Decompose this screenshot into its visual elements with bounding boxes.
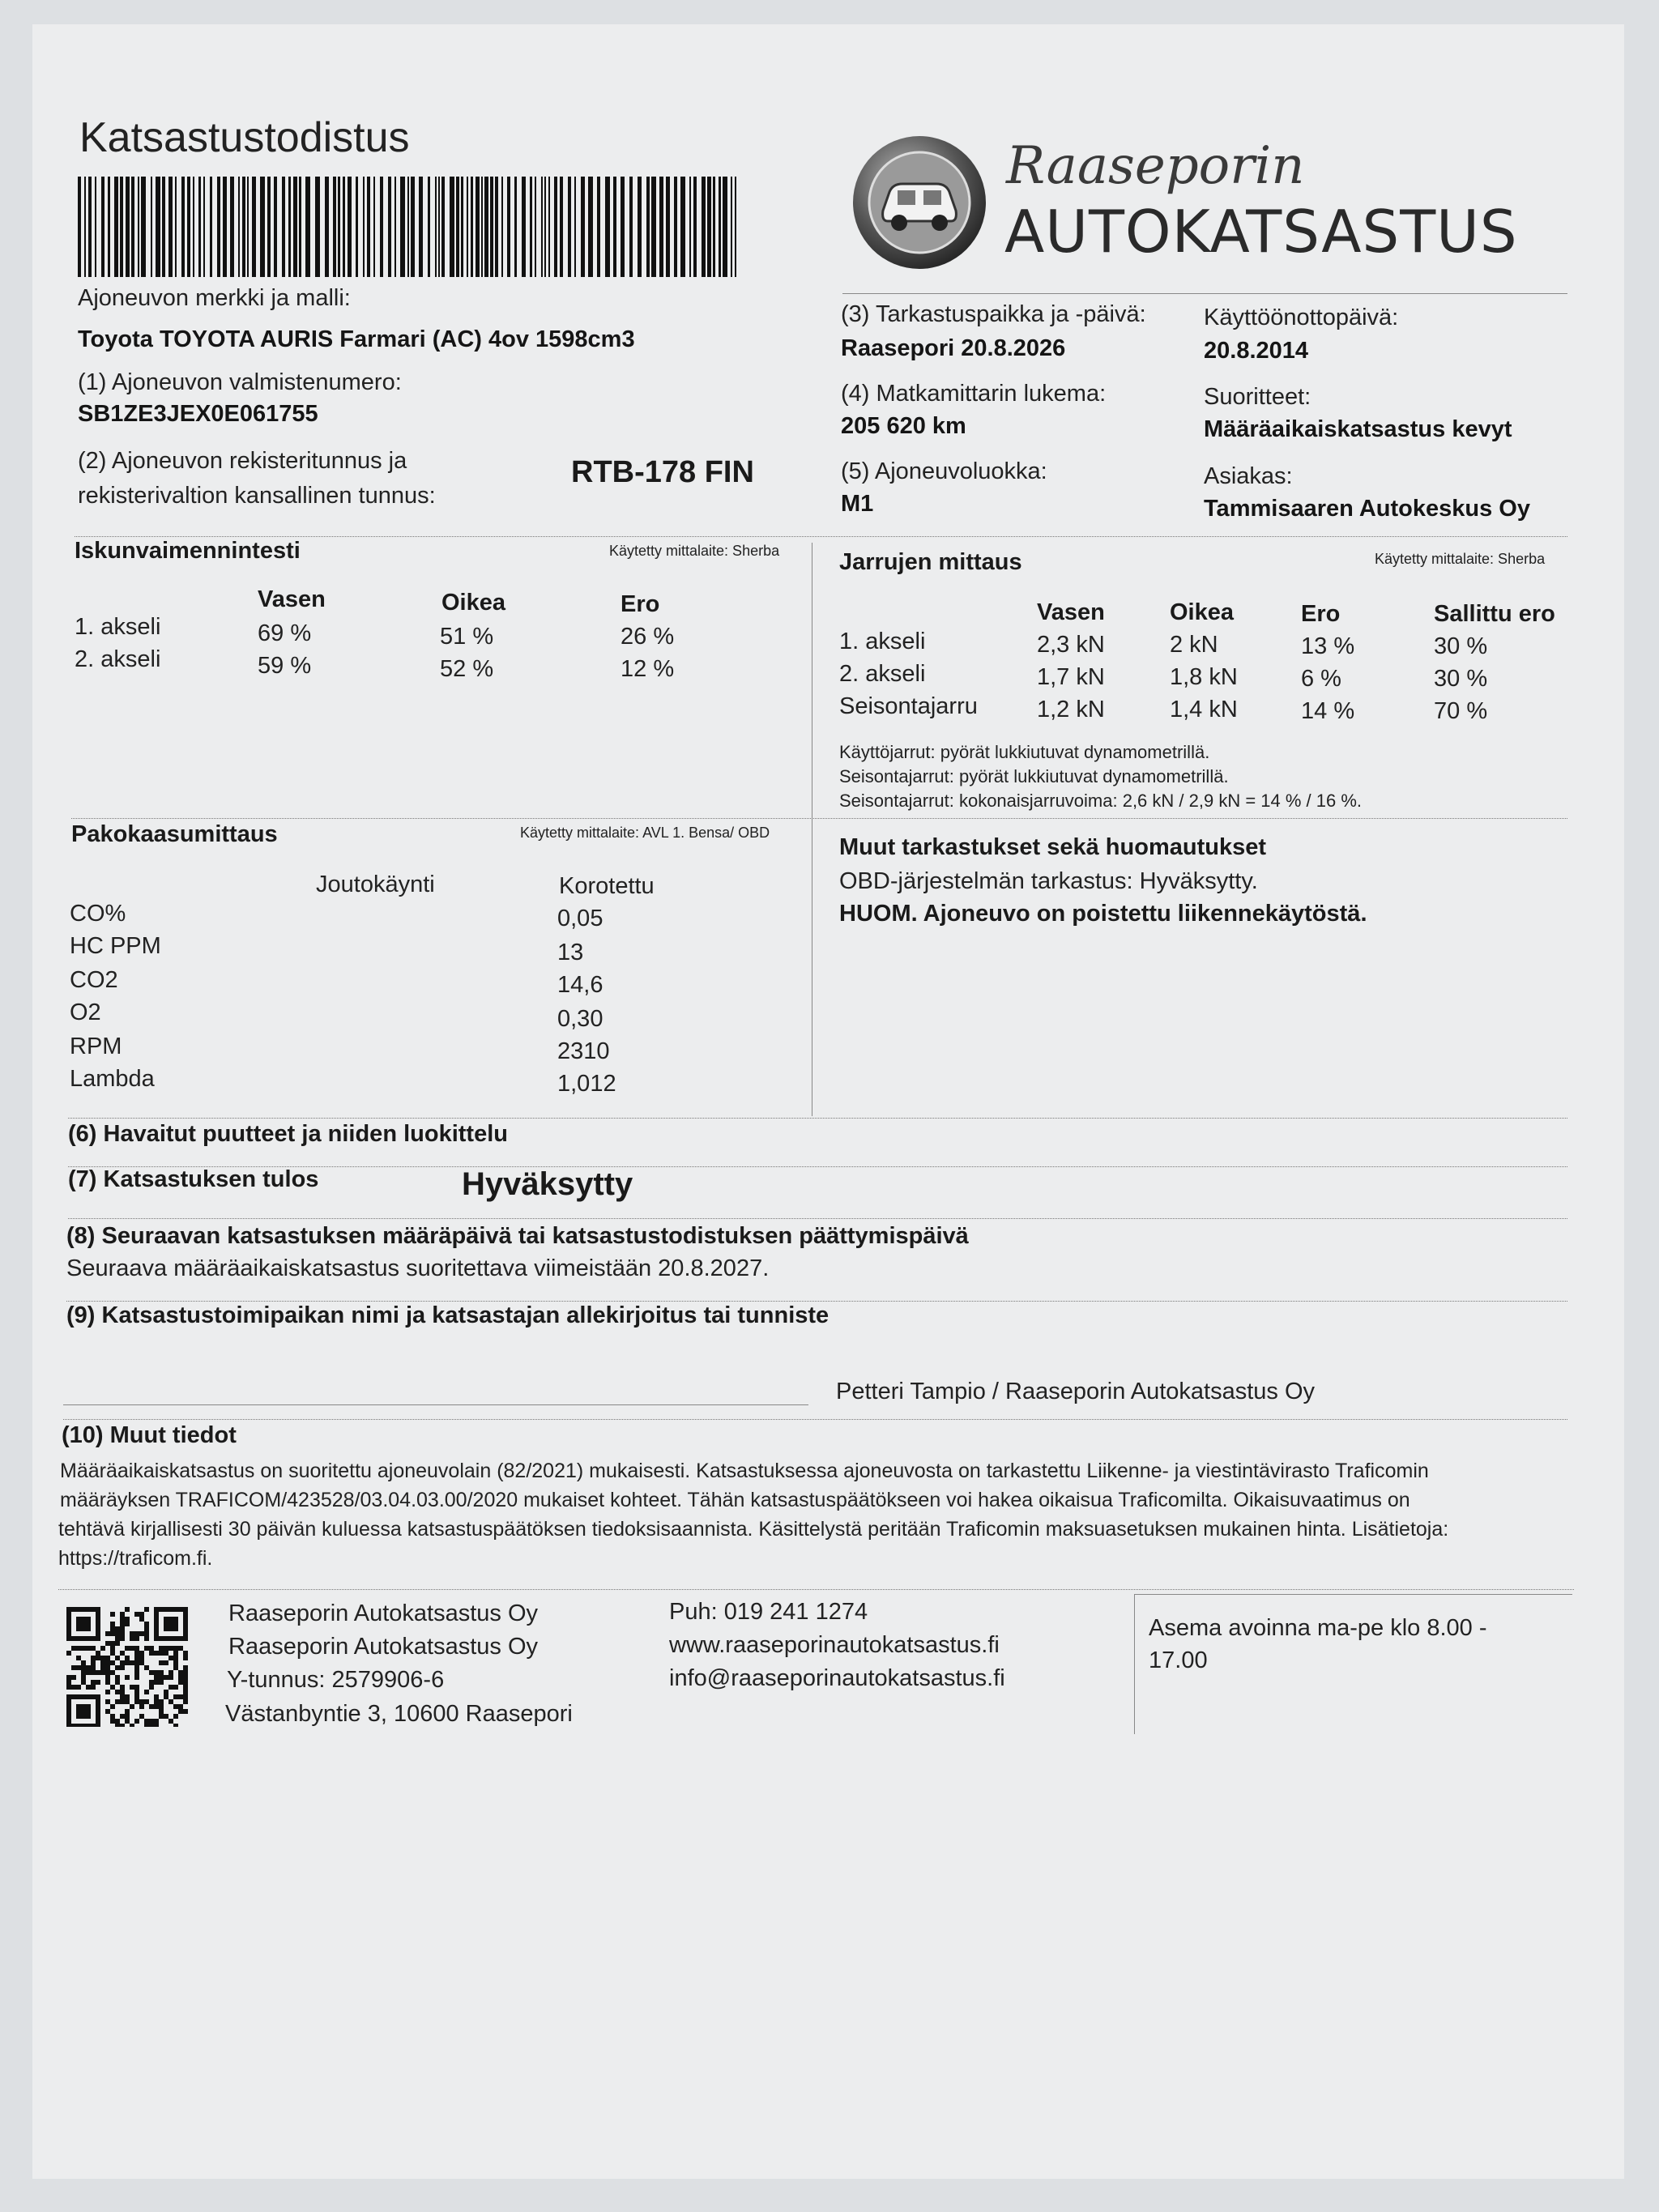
place-value: Raasepori 20.8.2026	[841, 335, 1066, 361]
logo-line2: AUTOKATSASTUS	[1004, 198, 1518, 266]
divider	[68, 1118, 1567, 1119]
intro-date-label: Käyttöönottopäivä:	[1204, 305, 1399, 330]
inspector-signature: Petteri Tampio / Raaseporin Autokatsastus Oy	[836, 1379, 1316, 1404]
legal-text-line: tehtävä kirjallisesti 30 päivän kuluessa katsastuspäätöksen tiedoksisaannista. Käsittelystä peritään Traficomin maksuasetuksen mukainen hinta. Lisätietoja:	[58, 1518, 1449, 1541]
section-10-title: (10) Muut tiedot	[62, 1422, 237, 1448]
brakes-cell: 30 %	[1434, 666, 1488, 692]
company-line: Y-tunnus: 2579906-6	[227, 1667, 445, 1693]
shock-row-label: 2. akseli	[75, 646, 161, 672]
divider	[63, 1419, 1567, 1420]
vin-value: SB1ZE3JEX0E061755	[78, 401, 318, 427]
other-checks-notice: HUOM. Ajoneuvo on poistettu liikennekäytöstä.	[839, 901, 1367, 927]
brakes-device: Käytetty mittalaite: Sherba	[1375, 551, 1546, 567]
performed-value: Määräaikaiskatsastus kevyt	[1204, 416, 1512, 442]
legal-text-line: määräyksen TRAFICOM/423528/03.04.03.00/2020 mukaiset kohteet. Tähän katsastuspäätökseen voi hakea oikaisua Traficomilta. Oikaisuvaatimus on	[60, 1489, 1410, 1511]
shock-cell: 59 %	[258, 653, 312, 679]
divider	[66, 1301, 1567, 1302]
class-label: (5) Ajoneuvoluokka:	[841, 458, 1047, 484]
brakes-row-label: Seisontajarru	[839, 693, 978, 719]
shock-cell: 69 %	[258, 620, 312, 646]
exhaust-row-label: HC PPM	[70, 933, 161, 959]
odometer-label: (4) Matkamittarin lukema:	[841, 381, 1107, 407]
brakes-cell: 2 kN	[1170, 632, 1218, 658]
brakes-cell: 1,8 kN	[1170, 664, 1238, 690]
section-6-title: (6) Havaitut puutteet ja niiden luokittelu	[68, 1121, 508, 1147]
barcode	[78, 177, 739, 277]
reg-label-1: (2) Ajoneuvon rekisteritunnus ja	[78, 448, 407, 474]
logo-line1: Raaseporin	[1006, 136, 1305, 196]
brakes-cell: 1,7 kN	[1037, 664, 1105, 690]
opening-hours: 17.00	[1149, 1647, 1208, 1673]
brakes-row-label: 1. akseli	[839, 629, 926, 654]
vin-label: (1) Ajoneuvon valmistenumero:	[78, 369, 402, 395]
document-title: Katsastustodistus	[79, 114, 410, 161]
brakes-header-diff: Ero	[1301, 601, 1341, 627]
contact-line: info@raaseporinautokatsastus.fi	[669, 1665, 1005, 1691]
divider	[58, 1589, 1574, 1590]
intro-date-value: 20.8.2014	[1204, 338, 1309, 364]
legal-text-line: https://traficom.fi.	[58, 1547, 213, 1570]
shock-header-diff: Ero	[621, 591, 660, 617]
brakes-cell: 70 %	[1434, 698, 1488, 724]
reg-label-2: rekisterivaltion kansallinen tunnus:	[78, 483, 436, 509]
exhaust-row-label: O2	[70, 999, 101, 1025]
exhaust-row-label: RPM	[70, 1034, 122, 1059]
contact-line: Puh: 019 241 1274	[669, 1599, 868, 1625]
brakes-header-allowed: Sallittu ero	[1434, 601, 1555, 627]
inspection-result: Hyväksytty	[462, 1166, 633, 1202]
divider	[842, 293, 1567, 294]
brakes-header-right: Oikea	[1170, 599, 1234, 625]
company-line: Raaseporin Autokatsastus Oy	[228, 1600, 539, 1626]
exhaust-title: Pakokaasumittaus	[71, 821, 278, 847]
reg-value: RTB-178 FIN	[571, 455, 754, 489]
exhaust-header-raised: Korotettu	[559, 873, 655, 899]
exhaust-cell: 2310	[557, 1038, 610, 1064]
opening-hours: Asema avoinna ma-pe klo 8.00 -	[1149, 1615, 1487, 1641]
brakes-cell: 1,4 kN	[1170, 697, 1238, 722]
section-9-title: (9) Katsastustoimipaikan nimi ja katsastajan allekirjoitus tai tunniste	[66, 1302, 830, 1328]
other-checks-title: Muut tarkastukset sekä huomautukset	[839, 834, 1266, 860]
contact-line: www.raaseporinautokatsastus.fi	[669, 1632, 1000, 1658]
class-value: M1	[841, 491, 874, 517]
exhaust-cell: 1,012	[557, 1071, 616, 1097]
odometer-value: 205 620 km	[841, 413, 966, 439]
exhaust-device: Käytetty mittalaite: AVL 1. Bensa/ OBD	[520, 825, 770, 841]
shock-device: Käytetty mittalaite: Sherba	[609, 543, 780, 559]
brakes-cell: 6 %	[1301, 666, 1341, 692]
brakes-cell: 30 %	[1434, 633, 1488, 659]
shock-cell: 51 %	[440, 624, 494, 650]
exhaust-cell: 13	[557, 940, 584, 965]
section-8-title: (8) Seuraavan katsastuksen määräpäivä tai katsastustodistuksen päättymispäivä	[66, 1223, 969, 1249]
signature-line	[63, 1404, 808, 1405]
client-value: Tammisaaren Autokeskus Oy	[1204, 496, 1530, 522]
brakes-note: Käyttöjarrut: pyörät lukkiutuvat dynamometrillä.	[839, 742, 1210, 762]
company-line: Raaseporin Autokatsastus Oy	[228, 1634, 539, 1660]
shock-cell: 26 %	[621, 624, 675, 650]
company-line: Västanbyntie 3, 10600 Raasepori	[225, 1701, 573, 1727]
qr-code	[66, 1607, 190, 1727]
section-7-label: (7) Katsastuksen tulos	[68, 1166, 319, 1192]
exhaust-cell: 14,6	[557, 972, 603, 998]
shock-cell: 52 %	[440, 656, 494, 682]
brakes-note: Seisontajarrut: pyörät lukkiutuvat dynamometrillä.	[839, 766, 1229, 786]
exhaust-row-label: CO2	[70, 967, 118, 993]
place-label: (3) Tarkastuspaikka ja -päivä:	[841, 301, 1146, 327]
brakes-header-left: Vasen	[1037, 599, 1105, 625]
exhaust-cell: 0,30	[557, 1006, 603, 1032]
legal-text-line: Määräaikaiskatsastus on suoritettu ajoneuvolain (82/2021) mukaisesti. Katsastuksessa ajoneuvosta on tarkastettu Liikenne- ja viestintävirasto Traficomin	[60, 1460, 1429, 1482]
shock-row-label: 1. akseli	[75, 614, 161, 640]
divider	[68, 1218, 1567, 1219]
shock-cell: 12 %	[621, 656, 675, 682]
performed-label: Suoritteet:	[1204, 384, 1311, 410]
divider	[71, 818, 1567, 819]
brakes-title: Jarrujen mittaus	[839, 549, 1022, 575]
make-label: Ajoneuvon merkki ja malli:	[78, 285, 351, 311]
exhaust-header-idle: Joutokäynti	[316, 872, 435, 897]
shock-header-right: Oikea	[441, 590, 505, 616]
divider	[75, 536, 1567, 537]
brakes-cell: 1,2 kN	[1037, 697, 1105, 722]
exhaust-row-label: Lambda	[70, 1066, 155, 1092]
next-inspection-text: Seuraava määräaikaiskatsastus suoritettava viimeistään 20.8.2027.	[66, 1255, 770, 1281]
shock-title: Iskunvaimennintesti	[75, 538, 301, 564]
other-checks-line: OBD-järjestelmän tarkastus: Hyväksytty.	[839, 868, 1258, 894]
brakes-cell: 2,3 kN	[1037, 632, 1105, 658]
brakes-note: Seisontajarrut: kokonaisjarruvoima: 2,6 kN / 2,9 kN = 14 % / 16 %.	[839, 791, 1363, 811]
car-emblem-icon	[851, 134, 988, 271]
brakes-cell: 13 %	[1301, 633, 1355, 659]
exhaust-row-label: CO%	[70, 901, 126, 927]
exhaust-cell: 0,05	[557, 906, 603, 931]
shock-header-left: Vasen	[258, 586, 326, 612]
client-label: Asiakas:	[1204, 463, 1293, 489]
make-value: Toyota TOYOTA AURIS Farmari (AC) 4ov 1598cm3	[78, 326, 635, 352]
brakes-row-label: 2. akseli	[839, 661, 926, 687]
brakes-cell: 14 %	[1301, 698, 1355, 724]
